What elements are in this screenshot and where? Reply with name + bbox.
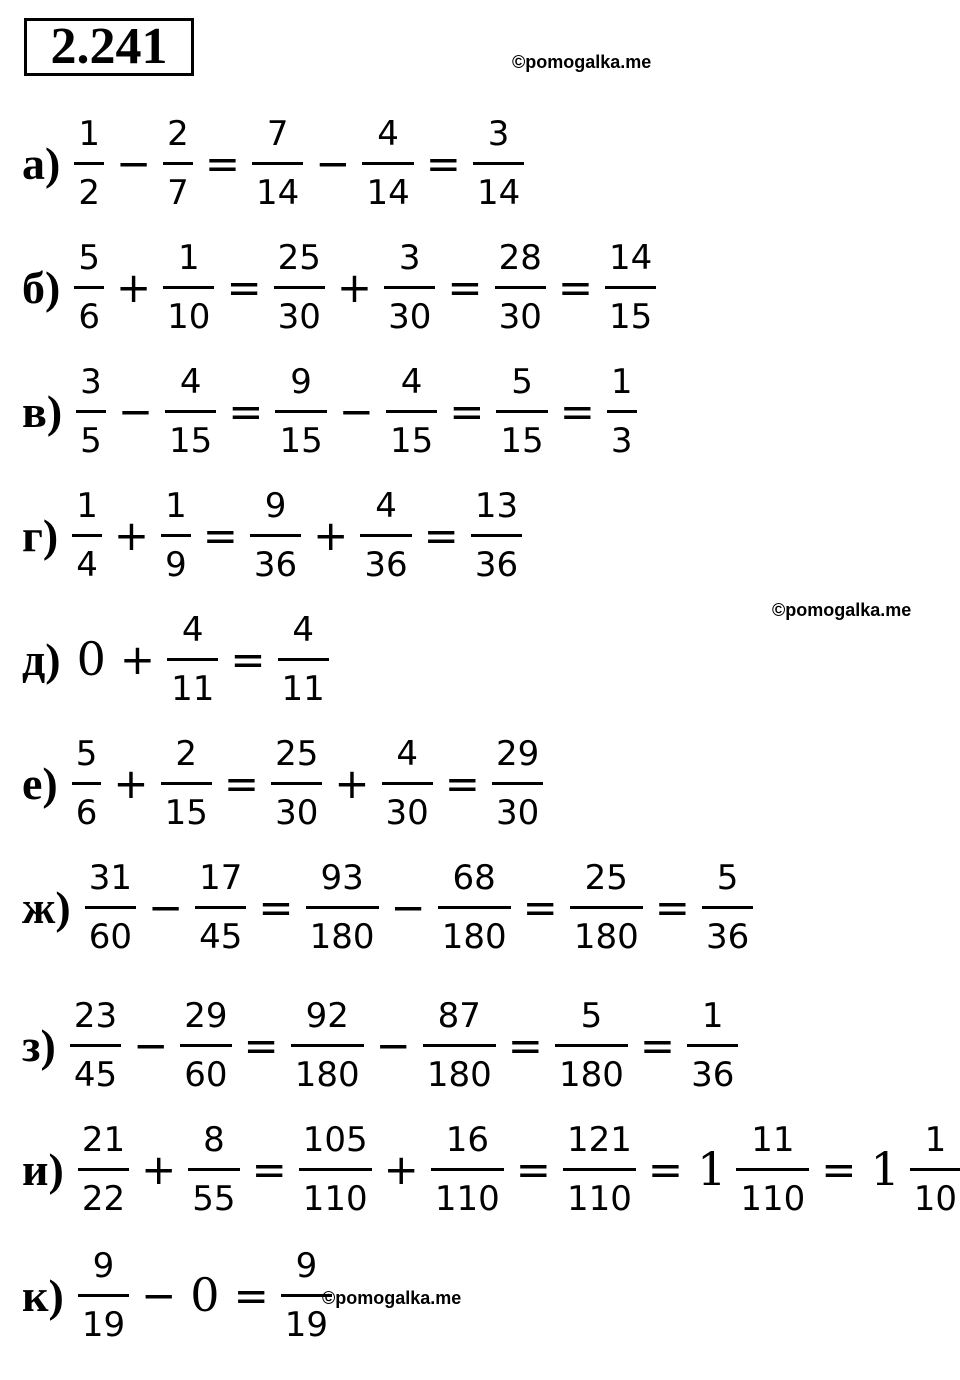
fraction	[85, 856, 136, 959]
watermark-bottom: ©pomogalka.me	[322, 1288, 462, 1308]
fraction	[78, 1244, 129, 1347]
numerator: 93	[320, 857, 364, 898]
fraction	[555, 994, 628, 1097]
numerator: 1	[165, 485, 187, 526]
operator: −	[375, 1020, 411, 1070]
operator: =	[258, 882, 294, 932]
numerator: 17	[199, 857, 243, 898]
fraction	[495, 236, 546, 339]
numerator: 3	[80, 361, 102, 402]
fraction	[496, 360, 547, 463]
item-label: к)	[22, 1269, 64, 1321]
operator: +	[113, 758, 149, 808]
numerator: 121	[566, 1119, 632, 1160]
denominator: 15	[496, 410, 547, 463]
operator: =	[654, 882, 690, 932]
numerator: 1	[924, 1119, 947, 1160]
denominator: 36	[687, 1044, 738, 1097]
denominator: 2	[74, 162, 104, 215]
fraction	[382, 732, 433, 835]
numerator: 1	[177, 237, 200, 278]
numerator: 5	[511, 361, 533, 402]
fraction	[180, 994, 231, 1097]
denominator: 11	[167, 658, 218, 711]
denominator: 15	[605, 286, 656, 339]
fraction	[167, 608, 218, 711]
fraction	[165, 360, 216, 463]
fraction	[473, 112, 524, 215]
operator: =	[228, 386, 264, 436]
denominator: 180	[423, 1044, 496, 1097]
denominator: 36	[360, 534, 411, 587]
numerator: 2	[167, 113, 189, 154]
fraction	[78, 1118, 129, 1221]
fraction	[570, 856, 643, 959]
denominator: 45	[70, 1044, 121, 1097]
equation-row	[22, 232, 660, 342]
denominator: 180	[570, 906, 643, 959]
equation-row	[22, 1240, 336, 1350]
numerator: 1	[701, 995, 724, 1036]
fraction	[278, 608, 329, 711]
denominator: 3	[607, 410, 637, 463]
denominator: 10	[910, 1168, 960, 1221]
operator: =	[230, 634, 266, 684]
fraction	[384, 236, 435, 339]
denominator: 4	[72, 534, 102, 587]
item-label: д)	[22, 633, 61, 685]
denominator: 15	[161, 782, 212, 835]
fraction	[281, 1244, 332, 1347]
numerator: 9	[92, 1245, 115, 1286]
numerator: 29	[496, 733, 540, 774]
operator: =	[204, 138, 241, 188]
denominator: 180	[438, 906, 511, 959]
watermark-middle: ©pomogalka.me	[772, 600, 912, 620]
fraction	[74, 112, 104, 215]
item-label: и)	[22, 1143, 64, 1195]
denominator: 60	[85, 906, 136, 959]
operator: +	[113, 510, 150, 560]
numerator: 7	[266, 113, 289, 154]
numerator: 28	[498, 237, 542, 278]
numerator: 29	[184, 995, 228, 1036]
denominator: 110	[431, 1168, 504, 1221]
fraction	[423, 994, 496, 1097]
fraction	[252, 112, 303, 215]
numerator: 4	[292, 609, 314, 650]
operator: +	[334, 758, 370, 808]
numerator: 14	[609, 237, 653, 278]
denominator: 30	[271, 782, 322, 835]
numerator: 25	[277, 237, 321, 278]
denominator: 45	[195, 906, 246, 959]
numerator: 1	[610, 361, 633, 402]
operator: −	[147, 882, 184, 932]
operator: −	[141, 1270, 177, 1320]
denominator: 19	[281, 1294, 332, 1347]
item-label: в)	[22, 385, 63, 437]
fraction	[736, 1118, 809, 1221]
fraction	[250, 484, 301, 587]
numerator: 9	[290, 361, 312, 402]
operator: =	[423, 510, 459, 560]
numerator: 16	[445, 1119, 489, 1160]
item-label: з)	[22, 1019, 56, 1071]
equation-row	[22, 356, 641, 466]
operator: +	[336, 262, 373, 312]
numerator: 4	[181, 609, 204, 650]
operator: =	[449, 386, 485, 436]
denominator: 36	[471, 534, 522, 587]
equation-row	[22, 852, 757, 962]
fraction	[360, 484, 411, 587]
fraction	[72, 732, 102, 835]
denominator: 30	[274, 286, 325, 339]
fraction	[291, 994, 364, 1097]
operator: =	[821, 1144, 857, 1194]
numerator: 3	[487, 113, 510, 154]
fraction	[306, 856, 379, 959]
denominator: 10	[163, 286, 214, 339]
numerator: 92	[305, 995, 349, 1036]
denominator: 180	[555, 1044, 628, 1097]
denominator: 36	[250, 534, 301, 587]
numerator: 25	[584, 857, 628, 898]
numerator: 5	[78, 237, 100, 278]
denominator: 19	[78, 1294, 129, 1347]
fraction	[163, 112, 193, 215]
denominator: 14	[252, 162, 303, 215]
numerator: 4	[377, 113, 399, 154]
fraction	[275, 360, 326, 463]
denominator: 55	[188, 1168, 239, 1221]
fraction	[163, 236, 214, 339]
numerator: 105	[302, 1119, 368, 1160]
denominator: 15	[275, 410, 326, 463]
denominator: 110	[736, 1168, 809, 1221]
numerator: 5	[716, 857, 739, 898]
fraction	[492, 732, 543, 835]
operator: =	[522, 882, 558, 932]
operator: =	[233, 1270, 269, 1320]
fraction	[438, 856, 511, 959]
operator: =	[647, 1144, 684, 1194]
fraction	[299, 1118, 372, 1221]
equation-row	[22, 480, 526, 590]
fraction	[76, 360, 106, 463]
fraction	[563, 1118, 636, 1221]
denominator: 110	[563, 1168, 636, 1221]
denominator: 22	[78, 1168, 129, 1221]
denominator: 7	[163, 162, 193, 215]
whole-number: 1	[870, 1142, 900, 1196]
numerator: 4	[396, 733, 418, 774]
operator: +	[313, 510, 349, 560]
numerator: 8	[203, 1119, 225, 1160]
denominator: 30	[384, 286, 435, 339]
fraction	[687, 994, 738, 1097]
denominator: 14	[473, 162, 524, 215]
fraction	[910, 1118, 960, 1221]
fraction	[72, 484, 102, 587]
operator: =	[223, 758, 260, 808]
numerator: 68	[452, 857, 496, 898]
denominator: 15	[386, 410, 437, 463]
denominator: 14	[362, 162, 413, 215]
denominator: 5	[76, 410, 106, 463]
task-number: 2.241	[24, 18, 194, 76]
operator: +	[115, 262, 152, 312]
fraction	[607, 360, 637, 463]
numerator: 9	[264, 485, 287, 526]
item-label: а)	[22, 137, 61, 189]
fraction	[362, 112, 413, 215]
fraction	[605, 236, 656, 339]
operator: +	[119, 634, 156, 684]
numerator: 25	[275, 733, 319, 774]
operator: =	[243, 1020, 279, 1070]
denominator: 180	[306, 906, 379, 959]
fraction	[188, 1118, 239, 1221]
fraction	[70, 994, 121, 1097]
denominator: 30	[495, 286, 546, 339]
operator: =	[639, 1020, 676, 1070]
operator: =	[226, 262, 262, 312]
fraction	[431, 1118, 504, 1221]
operator: =	[515, 1144, 551, 1194]
numerator: 87	[437, 995, 481, 1036]
fraction	[74, 236, 104, 339]
fraction	[702, 856, 753, 959]
whole-number: 1	[697, 1142, 727, 1196]
item-label: б)	[22, 261, 61, 313]
item-label: г)	[22, 509, 59, 561]
fraction	[271, 732, 322, 835]
denominator: 110	[299, 1168, 372, 1221]
fraction	[386, 360, 437, 463]
denominator: 6	[74, 286, 104, 339]
equation-row	[22, 604, 333, 714]
denominator: 15	[165, 410, 216, 463]
denominator: 60	[180, 1044, 231, 1097]
fraction	[274, 236, 325, 339]
item-label: е)	[22, 757, 58, 809]
operator: −	[390, 882, 426, 932]
operator: −	[133, 1020, 169, 1070]
whole-number: 0	[190, 1268, 220, 1322]
operator: =	[425, 138, 461, 188]
numerator: 31	[88, 857, 132, 898]
numerator: 23	[73, 995, 118, 1036]
equation-row	[22, 108, 528, 218]
numerator: 13	[474, 485, 519, 526]
equation-row	[22, 990, 742, 1100]
fraction	[161, 732, 212, 835]
denominator: 36	[702, 906, 753, 959]
numerator: 3	[398, 237, 421, 278]
operator: −	[315, 138, 351, 188]
denominator: 9	[161, 534, 191, 587]
fraction	[471, 484, 522, 587]
operator: +	[141, 1144, 177, 1194]
operator: =	[444, 758, 480, 808]
numerator: 9	[295, 1245, 318, 1286]
denominator: 180	[291, 1044, 364, 1097]
watermark-top: ©pomogalka.me	[512, 52, 652, 72]
numerator: 1	[78, 113, 100, 154]
numerator: 21	[81, 1119, 126, 1160]
numerator: 5	[75, 733, 98, 774]
operator: =	[202, 510, 238, 560]
fraction	[195, 856, 246, 959]
operator: =	[507, 1020, 543, 1070]
numerator: 4	[179, 361, 202, 402]
numerator: 1	[76, 485, 98, 526]
operator: +	[383, 1144, 419, 1194]
operator: =	[559, 386, 595, 436]
operator: =	[557, 262, 594, 312]
item-label: ж)	[22, 881, 71, 933]
operator: −	[115, 138, 152, 188]
denominator: 30	[382, 782, 433, 835]
numerator: 11	[751, 1119, 795, 1160]
operator: −	[338, 386, 374, 436]
numerator: 5	[580, 995, 603, 1036]
fraction	[161, 484, 191, 587]
operator: =	[447, 262, 483, 312]
denominator: 30	[492, 782, 543, 835]
whole-number: 0	[76, 632, 106, 686]
equation-row	[22, 728, 547, 838]
numerator: 2	[175, 733, 198, 774]
denominator: 6	[72, 782, 102, 835]
denominator: 11	[278, 658, 329, 711]
operator: =	[251, 1144, 287, 1194]
numerator: 4	[375, 485, 397, 526]
equation-row	[22, 1114, 960, 1224]
numerator: 4	[400, 361, 423, 402]
operator: −	[117, 386, 154, 436]
